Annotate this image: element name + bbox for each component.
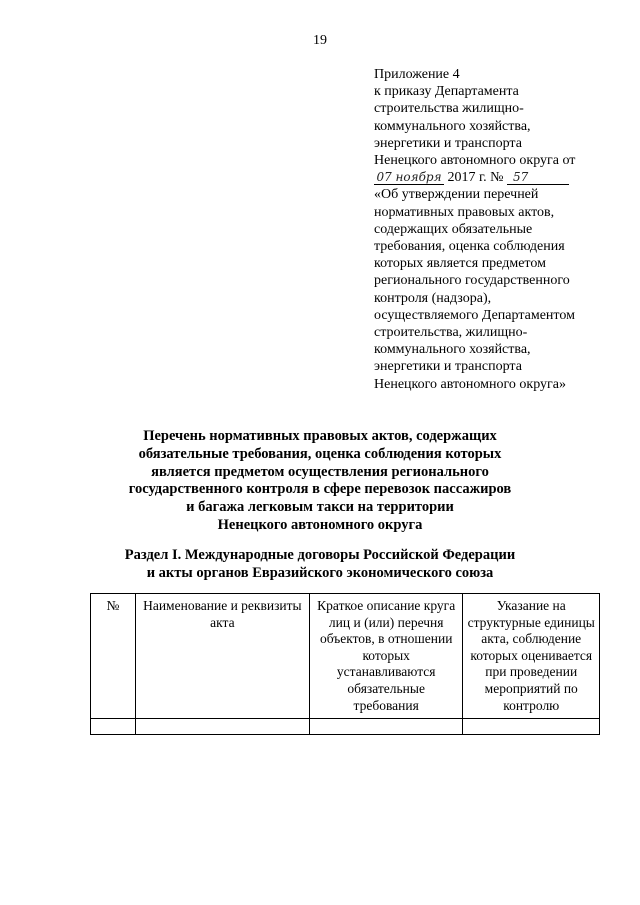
appendix-block — [374, 66, 624, 393]
acts-table — [90, 593, 600, 735]
title-line: Ненецкого автономного округа — [217, 516, 423, 533]
appendix-quote-line: контроля (надзора), — [374, 290, 492, 306]
page-number: 19 — [313, 33, 327, 48]
section-heading — [60, 546, 580, 582]
table-header-row — [91, 594, 600, 719]
appendix-quote-line: энергетики и транспорта — [374, 359, 522, 375]
header-act-name: Наименование и реквизиты акта — [135, 594, 309, 719]
date-suffix: 2017 г. № — [447, 170, 504, 186]
title-line: обязательные требования, оценка соблюдения которых — [138, 445, 502, 462]
table-cell — [463, 719, 600, 735]
appendix-quote-line: содержащих обязательные — [374, 221, 533, 237]
appendix-line: энергетики и транспорта — [374, 135, 522, 151]
header-structural-units: Указание на структурные единицы акта, соблюдение которых оценивается при проведении мероприятий по контролю — [463, 594, 600, 719]
handwritten-number: 57 — [507, 170, 569, 185]
section-line: Раздел I. Международные договоры Российской Федерации — [124, 547, 516, 563]
appendix-quote-line: регионального государственного — [374, 273, 570, 289]
section-line: и акты органов Евразийского экономического союза — [146, 565, 494, 581]
table-row — [91, 719, 600, 735]
title-line: Перечень нормативных правовых актов, содержащих — [143, 428, 497, 444]
appendix-quote-line: коммунального хозяйства, — [374, 342, 531, 358]
title-line: государственного контроля в сфере перевозок пассажиров — [128, 481, 512, 498]
appendix-quote-line: нормативных правовых актов, — [374, 204, 555, 220]
appendix-line: строительства жилищно- — [374, 101, 524, 117]
title-line: является предметом осуществления регионального — [151, 463, 489, 480]
table-cell — [309, 719, 463, 735]
appendix-quote-line: которых является предметом — [374, 256, 546, 272]
appendix-date-line — [374, 169, 624, 186]
header-description: Краткое описание круга лиц и (или) перечня объектов, в отношении которых устанавливаются обязательные требования — [309, 594, 463, 719]
table-cell — [91, 719, 136, 735]
appendix-line: коммунального хозяйства, — [374, 118, 531, 134]
appendix-line: к приказу Департамента — [374, 84, 519, 100]
handwritten-date: 07 ноября — [374, 170, 444, 185]
appendix-quote-line: осуществляемого Департаментом — [374, 307, 575, 323]
appendix-line: Приложение 4 — [374, 67, 460, 82]
appendix-line: Ненецкого автономного округа от — [374, 153, 576, 169]
table-cell — [135, 719, 309, 735]
document-title — [60, 428, 580, 535]
appendix-quote-line: строительства, жилищно- — [374, 325, 528, 341]
title-line: и багажа легковым такси на территории — [186, 499, 454, 516]
appendix-quote-line: «Об утверждении перечней — [374, 187, 539, 203]
appendix-quote-line: Ненецкого автономного округа» — [374, 376, 566, 392]
header-number: № — [91, 594, 136, 719]
appendix-quote-line: требования, оценка соблюдения — [374, 239, 565, 255]
